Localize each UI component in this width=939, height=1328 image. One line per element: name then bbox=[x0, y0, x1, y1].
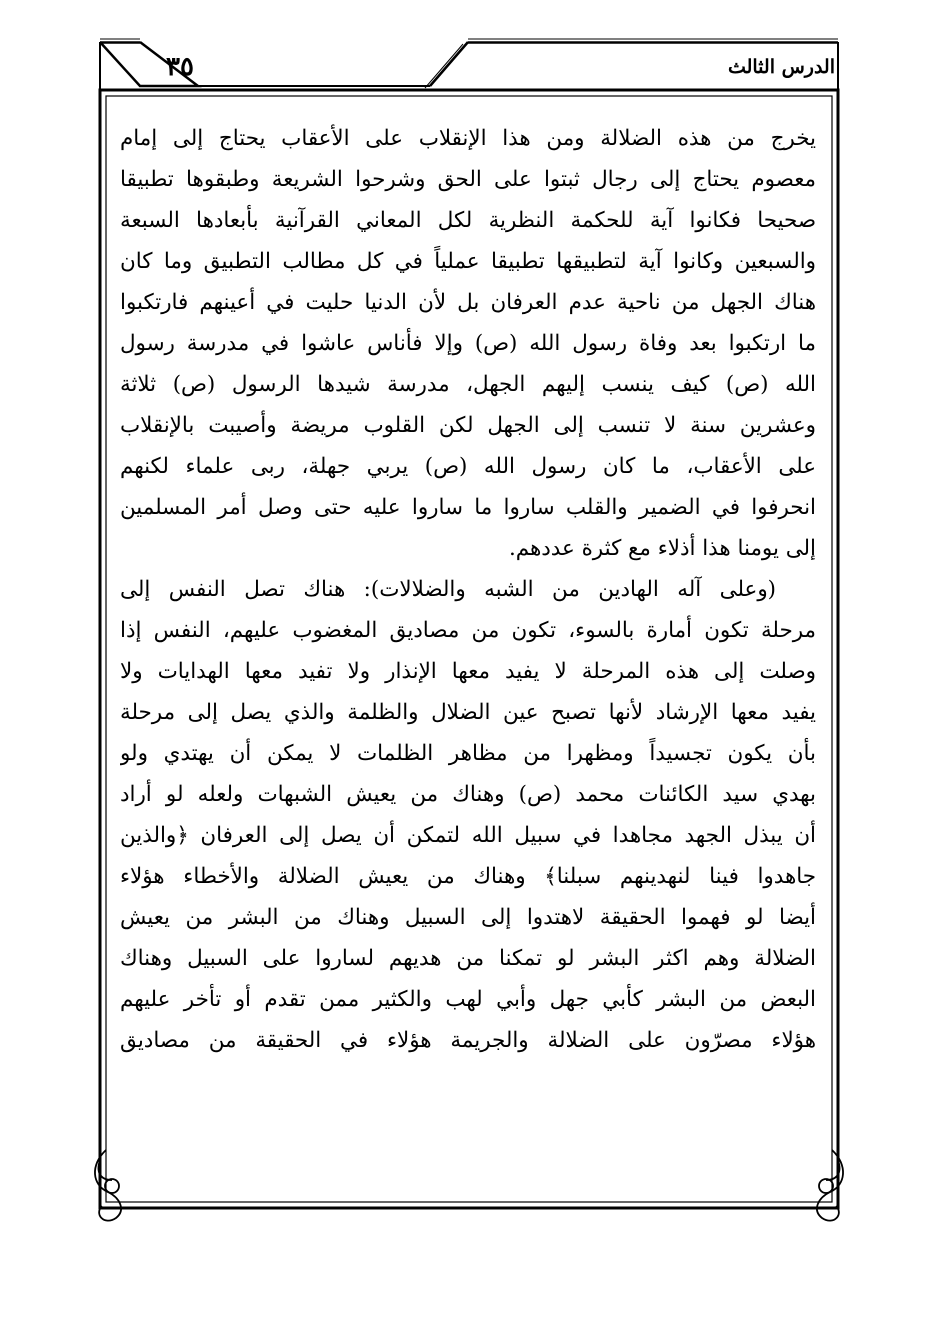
text-line: إلى يومنا هذا أذلاء مع كثرة عددهم. bbox=[508, 536, 816, 561]
text-line: معصوم يحتاج إلى رجال ثبتوا على الحق وشرحوا الشريعة وطبقوها تطبيقا bbox=[120, 167, 816, 192]
ornament-bottom-left bbox=[95, 1150, 121, 1221]
text-line: مرحلة تكون أمارة بالسوء، تكون من مصاديق المغضوب عليهم، النفس إذا bbox=[120, 618, 816, 643]
page-number: ٣٥ bbox=[166, 52, 194, 82]
text-line: الله (ص) كيف ينسب إليهم الجهل، مدرسة شيدها الرسول (ص) ثلاثة bbox=[120, 372, 816, 397]
text-line: الضلالة وهم اكثر البشر لو تمكنا من هديهم لساروا على السبيل وهناك bbox=[120, 946, 816, 971]
text-line: بأن يكون تجسيداً ومظهرا من مظاهر الظلمات لا يمكن أن يهتدي ولو bbox=[120, 741, 816, 766]
text-line: هؤلاء مصرّون على الضلالة والجريمة هؤلاء في الحقيقة من مصاديق bbox=[120, 1028, 816, 1053]
chapter-title: الدرس الثالث bbox=[727, 56, 835, 78]
text-line: (وعلى آله الهادين من الشبه والضلالات): هناك تصل النفس إلى bbox=[120, 577, 776, 602]
text-line: يخرج من هذه الضلالة ومن هذا الإنقلاب على الأعقاب يحتاج إلى إمام bbox=[120, 126, 816, 151]
text-line: على الأعقاب، ما كان رسول الله (ص) يربي جهلة، ربى علماء لكنهم bbox=[120, 454, 816, 479]
text-line: انحرفوا في الضمير والقلب ساروا ما ساروا عليه حتى وصل أمر المسلمين bbox=[120, 495, 816, 520]
text-line: وعشرين سنة لا تنسب إلى الجهل لكن القلوب مريضة وأصيبت بالإنقلاب bbox=[120, 413, 816, 438]
text-line: والسبعين وكانوا آية لتطبيقها تطبيقا عملياً في كل مطالب التطبيق وما كان bbox=[120, 249, 816, 274]
text-line: وصلت إلى هذه المرحلة لا يفيد معها الإنذار ولا تفيد معها الهدايات ولا bbox=[120, 659, 816, 684]
text-line: البعض من البشر كأبي جهل وأبي لهب والكثير ممن تقدم أو تأخر عليهم bbox=[120, 987, 816, 1012]
text-line: أن يبذل الجهد مجاهدا في سبيل الله لتمكن أن يصل إلى العرفان ﴿والذين bbox=[120, 823, 816, 848]
text-line: أيضا لو فهموا الحقيقة لاهتدوا إلى السبيل وهناك من البشر من يعيش bbox=[120, 905, 816, 930]
ornament-bottom-right bbox=[817, 1150, 843, 1221]
text-line: صحيحا فكانوا آية للحكمة النظرية لكل المعاني القرآنية بأبعادها السبعة bbox=[120, 208, 816, 233]
text-line: بهدي سيد الكائنات محمد (ص) وهناك من يعيش الشبهات ولعله لو أراد bbox=[120, 782, 816, 807]
text-line: هناك الجهل من ناحية عدم العرفان بل لأن الدنيا حليت في أعينهم فارتكبوا bbox=[120, 290, 816, 315]
text-line: ما ارتكبوا بعد وفاة رسول الله (ص) وإلا فأناس عاشوا في مدرسة رسول bbox=[120, 331, 816, 356]
text-line: جاهدوا فينا لنهدينهم سبلنا﴾ وهناك من يعيش الضلالة والأخطاء هؤلاء bbox=[120, 864, 816, 889]
text-line: يفيد معها الإرشاد لأنها تصبح عين الضلال والظلمة والذي يصل إلى مرحلة bbox=[120, 700, 816, 725]
body-text bbox=[120, 118, 816, 1061]
